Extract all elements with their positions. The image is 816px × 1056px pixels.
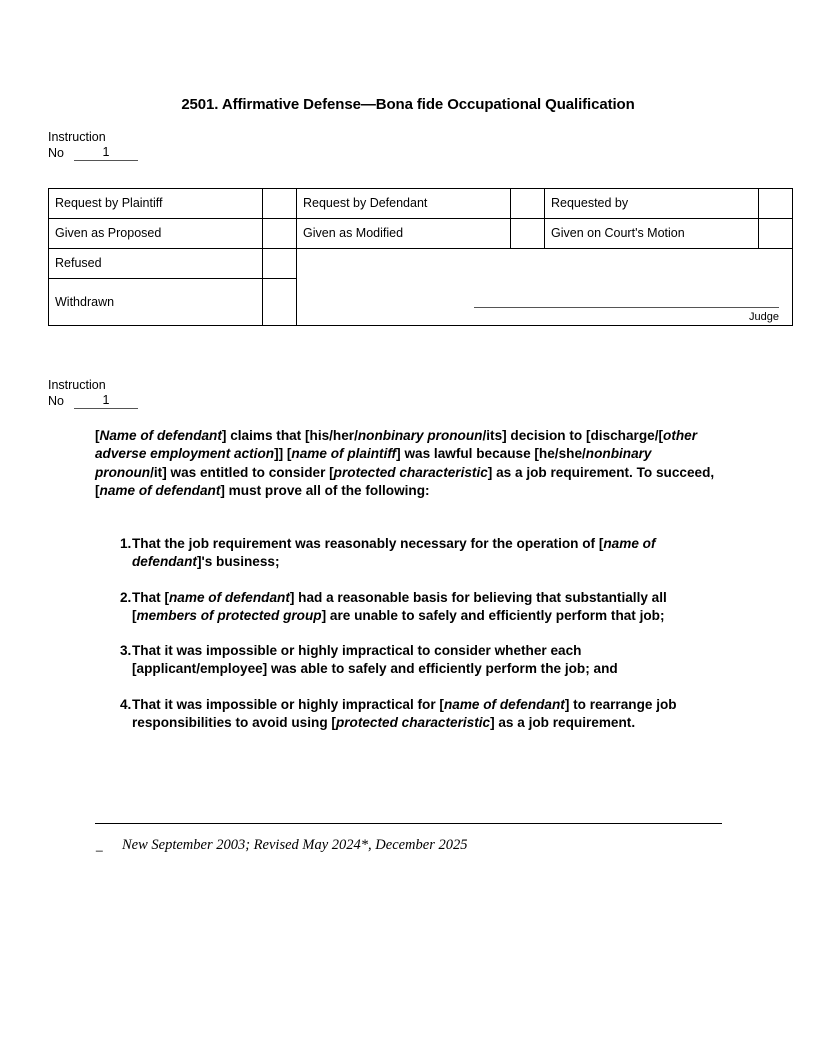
instruction-text-run: [ xyxy=(95,428,100,443)
cell-request-by-defendant xyxy=(297,189,511,219)
list-item-number: 2. xyxy=(120,589,132,605)
instruction-no-label-body: No xyxy=(48,394,64,408)
instruction-text-run: ] as a job requirement. To succeed, [ xyxy=(95,464,715,498)
cell-label: Request by Plaintiff xyxy=(55,196,163,210)
judge-signature-cell xyxy=(297,249,793,326)
instruction-text-run: /it] was entitled to consider [ xyxy=(150,464,334,480)
cell-given-on-courts-motion xyxy=(545,219,759,249)
cell-given-as-proposed xyxy=(49,219,263,249)
instruction-text-run: /its] decision to [discharge/[ xyxy=(482,428,664,443)
footer-divider xyxy=(95,823,722,824)
list-item-number: 4. xyxy=(120,696,132,712)
judge-signature-caption: Judge xyxy=(749,311,779,323)
cell-label: Given as Modified xyxy=(303,226,404,240)
placeholder-term: name of defendant xyxy=(169,589,290,605)
list-item xyxy=(95,696,735,733)
disposition-table xyxy=(48,188,793,326)
instruction-text-run: ] to rearrange job responsibilities to avoid using [ xyxy=(132,696,677,731)
cell-label: Given as Proposed xyxy=(55,226,162,240)
instruction-text-run: ] had a reasonable basis for believing that substantially all [ xyxy=(132,589,667,623)
table-row xyxy=(49,189,793,219)
placeholder-term: other adverse employment action xyxy=(95,428,697,462)
cell-label: Request by Defendant xyxy=(303,196,428,210)
table-row xyxy=(49,249,793,279)
instruction-intro-paragraph xyxy=(95,427,723,500)
cell-label: Given on Court's Motion xyxy=(551,226,685,240)
checkbox-request-by-plaintiff[interactable] xyxy=(263,189,297,219)
instruction-text-run: ] claims that [his/her/ xyxy=(221,428,358,443)
list-item-text xyxy=(132,696,698,733)
placeholder-term: name of plaintiff xyxy=(291,446,397,462)
checkbox-refused[interactable] xyxy=(263,249,297,279)
instruction-label-body: Instruction xyxy=(48,378,106,392)
instruction-text-run: That the job requirement was reasonably necessary for the operation of [ xyxy=(132,536,604,551)
cell-request-by-plaintiff xyxy=(49,189,263,219)
instruction-text-run: That [ xyxy=(132,589,169,605)
placeholder-term: Name of defendant xyxy=(99,428,222,443)
placeholder-term: nonbinary pronoun xyxy=(357,428,483,443)
table-row xyxy=(49,219,793,249)
judge-signature-line[interactable] xyxy=(474,307,779,308)
checkbox-requested-by[interactable] xyxy=(759,189,793,219)
instruction-text-run: ] are unable to safely and efficiently perform that job; xyxy=(321,607,665,623)
list-item xyxy=(95,589,735,626)
cell-refused xyxy=(49,249,263,279)
checkbox-given-on-courts-motion[interactable] xyxy=(759,219,793,249)
placeholder-term: nonbinary pronoun xyxy=(95,446,652,480)
checkbox-given-as-modified[interactable] xyxy=(511,219,545,249)
instruction-no-field-body[interactable]: 1 xyxy=(74,393,138,409)
cell-given-as-modified xyxy=(297,219,511,249)
instruction-text-run: That it was impossible or highly impractical to consider whether each [applicant/employee] was able to safely and efficiently perform the job; and xyxy=(132,643,618,677)
footer-dash: _ xyxy=(96,838,103,852)
list-item-number: 1. xyxy=(120,536,132,551)
list-item xyxy=(95,642,735,679)
footer-revision-note xyxy=(96,836,756,854)
footer-revision-text: New September 2003; Revised May 2024*, December 2025 xyxy=(122,837,468,853)
instruction-number-header-top xyxy=(48,130,138,161)
instruction-no-label-top: No xyxy=(48,146,64,160)
cell-withdrawn xyxy=(49,279,263,326)
instruction-text-run: ] as a job requirement. xyxy=(490,715,636,731)
checkbox-given-as-proposed[interactable] xyxy=(263,219,297,249)
cell-label: Requested by xyxy=(551,196,629,210)
instruction-text-run: ]] [ xyxy=(274,446,292,462)
cell-label: Refused xyxy=(55,256,102,270)
placeholder-term: name of defendant xyxy=(132,536,656,570)
cell-label: Withdrawn xyxy=(55,294,115,309)
placeholder-term: protected characteristic xyxy=(335,715,491,731)
placeholder-term: members of protected group xyxy=(136,607,322,623)
instruction-label-top: Instruction xyxy=(48,130,106,144)
placeholder-term: name of defendant xyxy=(443,696,565,712)
instruction-no-field-top[interactable]: 1 xyxy=(74,145,138,161)
page-title: 2501. Affirmative Defense—Bona fide Occupational Qualification xyxy=(181,96,635,113)
checkbox-withdrawn[interactable] xyxy=(263,279,297,326)
instruction-element-list xyxy=(95,535,735,732)
instruction-text-run: ] was lawful because [he/she/ xyxy=(396,446,586,462)
instruction-number-header-body xyxy=(48,378,138,409)
checkbox-request-by-defendant[interactable] xyxy=(511,189,545,219)
list-item-number: 3. xyxy=(120,643,132,659)
instruction-text-run: That it was impossible or highly impractical for [ xyxy=(132,696,444,712)
placeholder-term: protected characteristic xyxy=(333,464,488,480)
list-item-text xyxy=(132,642,698,679)
list-item-text xyxy=(132,589,698,626)
instruction-text-run: ] must prove all of the following: xyxy=(220,482,430,498)
list-item-text xyxy=(132,535,698,572)
list-item xyxy=(95,535,735,572)
placeholder-term: name of defendant xyxy=(99,482,221,498)
cell-requested-by xyxy=(545,189,759,219)
instruction-text-run: ]'s business; xyxy=(196,554,280,570)
